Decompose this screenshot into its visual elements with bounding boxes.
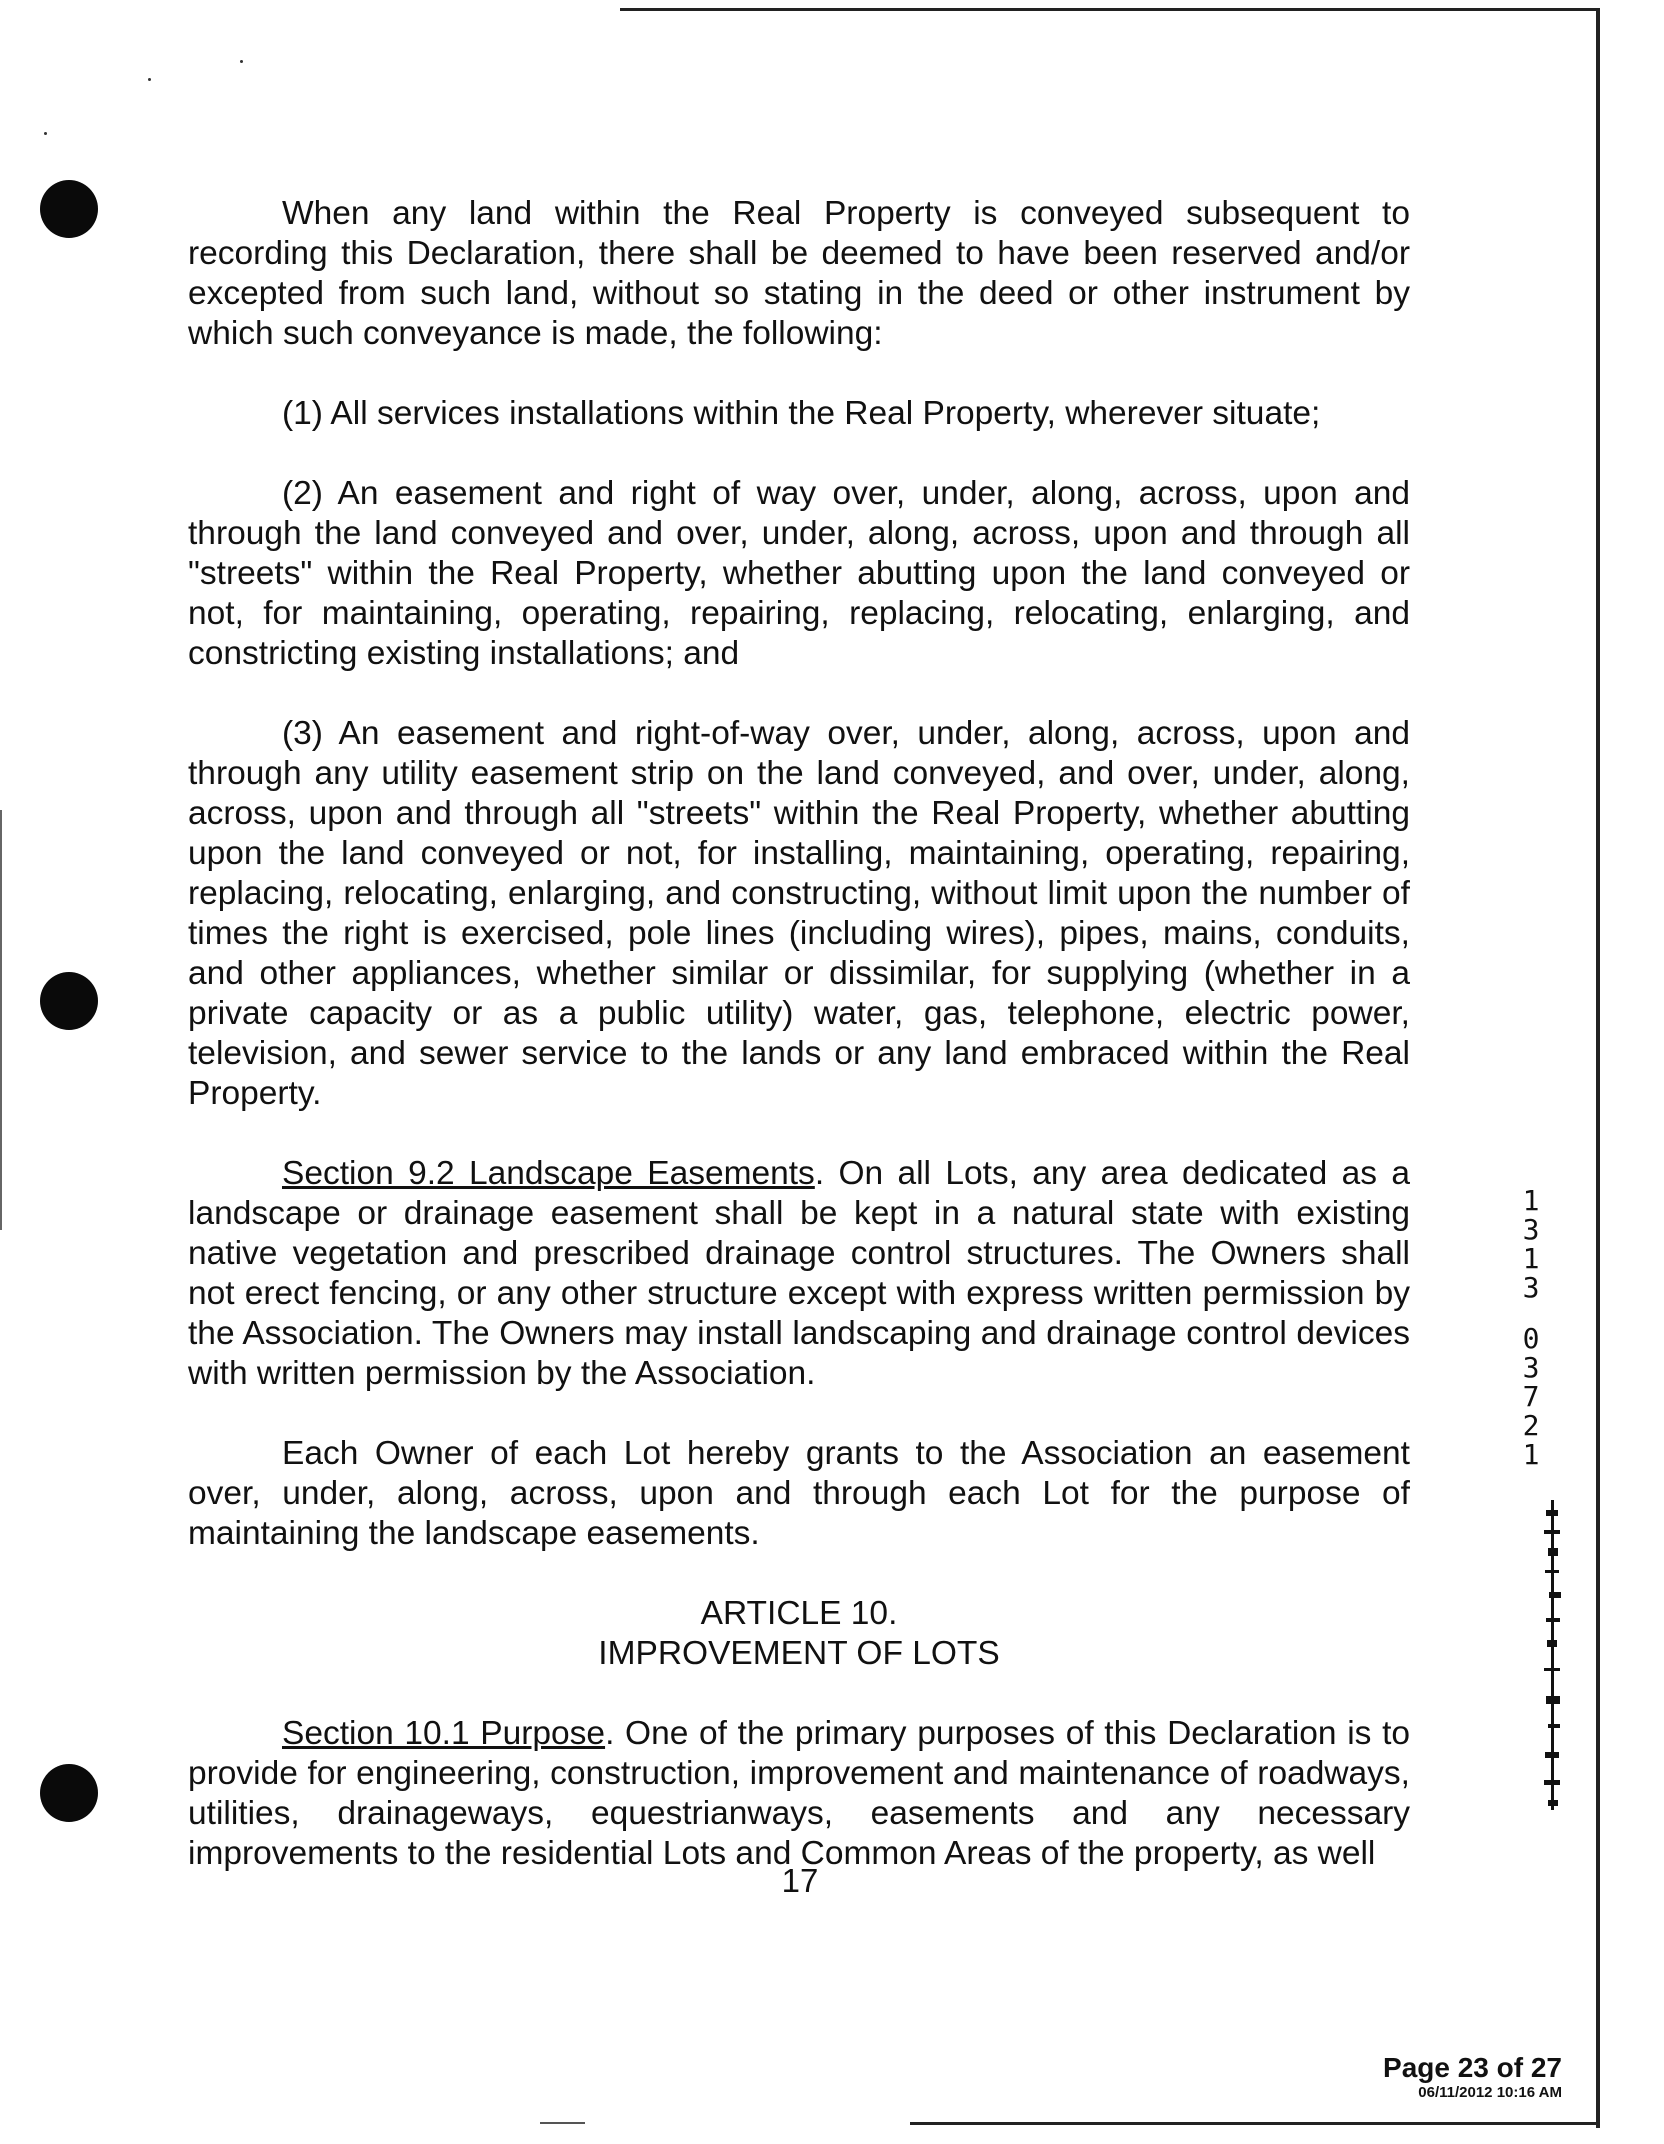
punch-hole-middle — [40, 972, 98, 1030]
section-9-2-body: . On all Lots, any area dedicated as a landscape or drainage easement shall be kept in a natural state with existing native vegetation and prescribed drainage control structures. The Owners shall not erect fencing, or any other structure except with express written permission by the Association. The Owners may install landscaping and drainage control devices with written permission by the Association. — [188, 1155, 1410, 1392]
margin-barcode — [1540, 1500, 1564, 1810]
doc-number-digit: 1 — [1522, 1242, 1540, 1275]
scan-frame-right — [1596, 8, 1600, 2128]
punch-hole-bottom — [40, 1764, 98, 1822]
paragraph-section-10-1 — [188, 1714, 1410, 1874]
paragraph-item-1: (1) All services installations within the Real Property, wherever situate; — [282, 395, 1321, 432]
scan-speck — [44, 132, 47, 135]
scan-speck — [240, 60, 243, 63]
paragraph-item-2: (2) An easement and right of way over, under, along, across, upon and through the land conveyed and over, under, along, across, upon and through all "streets" within the Real Property, whether abutting upon the land conveyed or not, for maintaining, operating, repairing, replacing, relocating, enlarging, and constricting existing installations; and — [188, 475, 1410, 672]
scan-frame-top — [620, 8, 1600, 11]
section-10-1-heading: Section 10.1 Purpose — [282, 1715, 606, 1752]
section-9-2-heading: Section 9.2 Landscape Easements — [282, 1155, 815, 1192]
doc-number-digit: 3 — [1522, 1351, 1540, 1384]
doc-number-digit: 2 — [1522, 1409, 1540, 1442]
article-title: ARTICLE 10. — [700, 1595, 898, 1632]
doc-number-digit: 3 — [1522, 1271, 1540, 1304]
paragraph-conveyance: When any land within the Real Property is conveyed subsequent to recording this Declaration, there shall be deemed to have been reserved and/or excepted from such land, without so stating in the deed or other instrument by which such conveyance is made, the following: — [188, 195, 1410, 352]
doc-number-gap — [1516, 1302, 1546, 1324]
paragraph-owner-grant: Each Owner of each Lot hereby grants to the Association an easement over, under, along, across, upon and through each Lot for the purpose of maintaining the landscape easements. — [188, 1435, 1410, 1552]
footer-page-of: Page 23 of 27 — [1383, 2052, 1562, 2083]
page-number: 17 — [781, 1862, 819, 1899]
margin-document-number — [1516, 1186, 1546, 1469]
document-body — [188, 194, 1410, 1914]
scan-frame-left — [0, 810, 2, 1230]
scan-frame-bottom — [910, 2122, 1600, 2125]
article-subtitle: IMPROVEMENT OF LOTS — [598, 1635, 1000, 1672]
section-10-1-body: . One of the primary purposes of this Declaration is to provide for engineering, construction, improvement and maintenance of roadways, utilities, drainageways, equestrianways, easements and any necessary improvements to the residential Lots and Common Areas of the property, as well — [188, 1715, 1411, 1872]
scan-frame-bottom-dash — [540, 2122, 585, 2124]
footer-timestamp: 06/11/2012 10:16 AM — [1418, 2084, 1562, 2101]
punch-hole-top — [40, 180, 98, 238]
doc-number-digit: 1 — [1522, 1438, 1540, 1471]
doc-number-digit: 0 — [1522, 1322, 1540, 1355]
doc-number-digit: 1 — [1522, 1184, 1540, 1217]
doc-number-digit: 3 — [1522, 1213, 1540, 1246]
paragraph-item-3: (3) An easement and right-of-way over, under, along, across, upon and through any utility easement strip on the land conveyed, and over, under, along, across, upon and through all "streets" within the Real Property, whether abutting upon the land conveyed or not, for installing, maintaining, operating, repairing, replacing, relocating, enlarging, and constructing, without limit upon the number of times the right is exercised, pole lines (including wires), pipes, mains, conduits, and other appliances, whether similar or dissimilar, for supplying (whether in a private capacity or as a public utility) water, gas, telephone, electric power, television, and sewer service to the lands or any land embraced within the Real Property. — [188, 715, 1410, 1112]
doc-number-digit: 7 — [1522, 1380, 1540, 1413]
paragraph-section-9-2 — [188, 1154, 1410, 1394]
article-heading — [188, 1594, 1410, 1674]
scan-speck — [148, 78, 151, 81]
